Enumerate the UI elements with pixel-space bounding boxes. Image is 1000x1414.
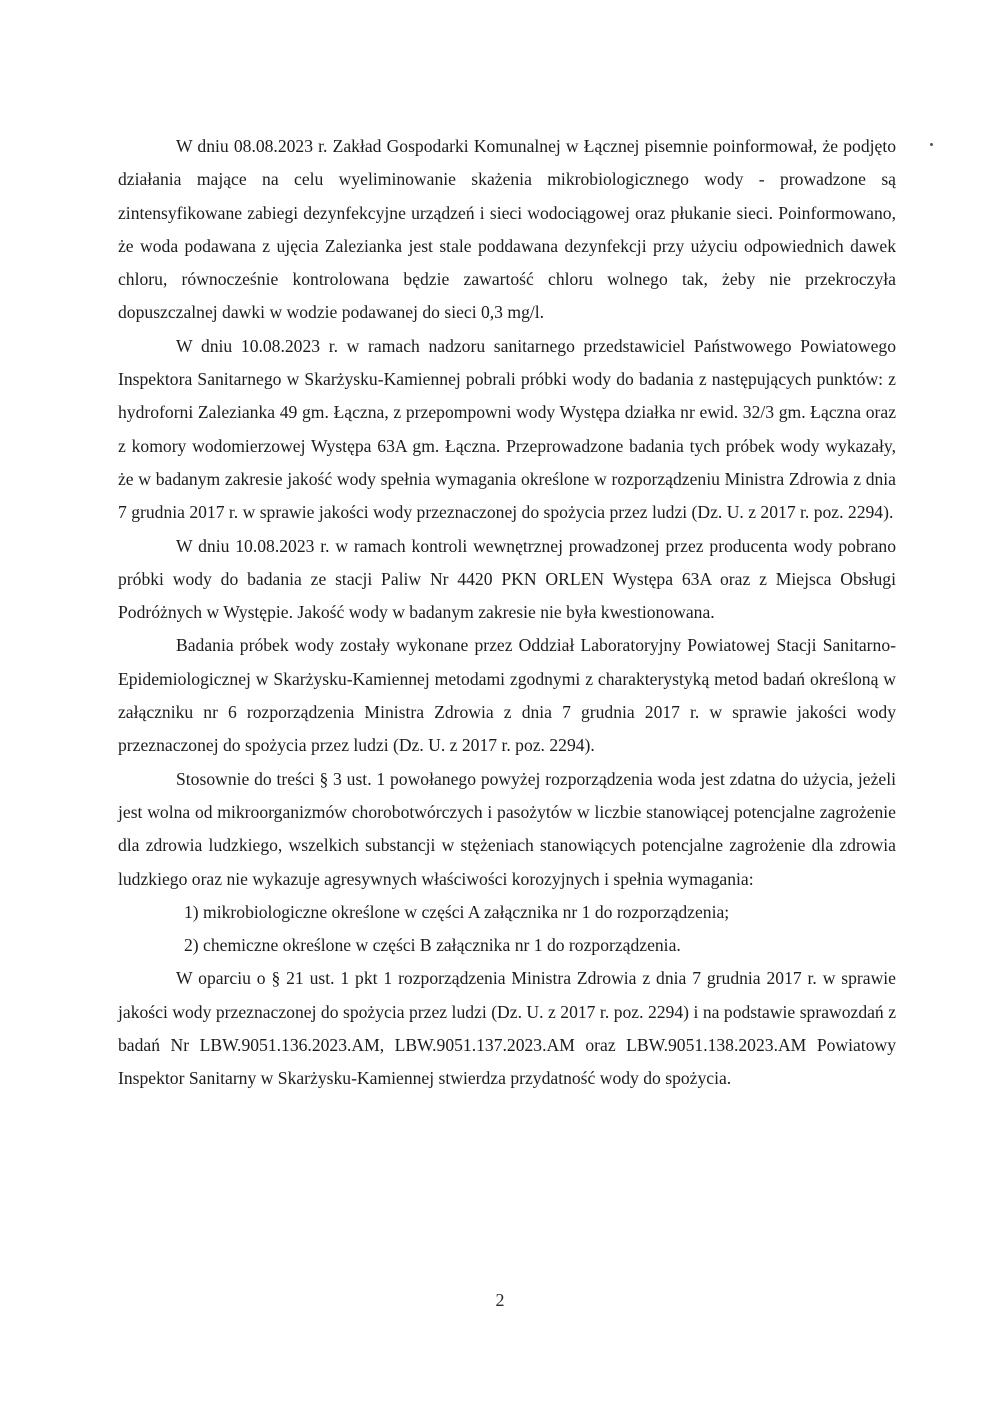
list-item: 1) mikrobiologiczne określone w części A załącznika nr 1 do rozporządzenia; xyxy=(184,901,730,922)
paragraph-sanitary-sampling: W dniu 10.08.2023 r. w ramach nadzoru sanitarnego przedstawiciel Państwowego Powiatowego Inspektora Sanitarnego w Skarżysku-Kamiennej pobrali próbki wody do badania z następujących punktów: z hydroforni Zalezianka 49 gm. Łączna, z przepompowni wody Występa działka nr ewid. 32/3 gm. Łączna oraz z komory wodomierzowej Występa 63A gm. Łączna. Przeprowadzone badania tych próbek wody wykazały, że w badanym zakresie jakość wody spełnia wymagania określone w rozporządzeniu Ministra Zdrowia z dnia 7 grudnia 2017 r. w sprawie jakości wody przeznaczonej do spożycia przez ludzi (Dz. U. z 2017 r. poz. 2294). xyxy=(118,335,896,523)
list-item: 2) chemiczne określone w części B załącznika nr 1 do rozporządzenia. xyxy=(184,935,681,956)
paragraph-conclusion: W oparciu o § 21 ust. 1 pkt 1 rozporządzenia Ministra Zdrowia z dnia 7 grudnia 2017 r. w sprawie jakości wody przeznaczonej do spożycia przez ludzi (Dz. U. z 2017 r. poz. 2294) i na podstawie sprawozdań z badań Nr LBW.9051.136.2023.AM, LBW.9051.137.2023.AM oraz LBW.9051.138.2023.AM Powiatowy Inspektor Sanitarny w Skarżysku-Kamiennej stwierdza przydatność wody do spożycia. xyxy=(118,968,896,1089)
document-body xyxy=(118,130,896,1096)
paragraph-internal-control: W dniu 10.08.2023 r. w ramach kontroli wewnętrznej prowadzonej przez producenta wody pobrano próbki wody do badania ze stacji Paliw Nr 4420 PKN ORLEN Występa 63A oraz z Miejsca Obsługi Podróżnych w Występie. Jakość wody w badanym zakresie nie była kwestionowana. xyxy=(118,535,896,623)
paragraph-requirements: Stosownie do treści § 3 ust. 1 powołanego powyżej rozporządzenia woda jest zdatna do użycia, jeżeli jest wolna od mikroorganizmów chorobotwórczych i pasożytów w liczbie stanowiącej potencjalne zagrożenie dla zdrowia ludzkiego, wszelkich substancji w stężeniach stanowiących potencjalne zagrożenie dla zdrowia ludzkiego oraz nie wykazuje agresywnych właściwości korozyjnych i spełnia wymagania: xyxy=(118,768,896,889)
page-number: 2 xyxy=(495,1290,505,1310)
scan-speck xyxy=(930,143,933,146)
paragraph-laboratory-tests: Badania próbek wody zostały wykonane przez Oddział Laboratoryjny Powiatowej Stacji Sanitarno-Epidemiologicznej w Skarżysku-Kamiennej metodami zgodnymi z charakterystyką metod badań określoną w załączniku nr 6 rozporządzenia Ministra Zdrowia z dnia 7 grudnia 2017 r. w sprawie jakości wody przeznaczonej do spożycia przez ludzi (Dz. U. z 2017 r. poz. 2294). xyxy=(118,635,896,756)
paragraph-chlorination-notice: W dniu 08.08.2023 r. Zakład Gospodarki Komunalnej w Łącznej pisemnie poinformował, że podjęto działania mające na celu wyeliminowanie skażenia mikrobiologicznego wody - prowadzone są zintensyfikowane zabiegi dezynfekcyjne urządzeń i sieci wodociągowej oraz płukanie sieci. Poinformowano, że woda podawana z ujęcia Zalezianka jest stale poddawana dezynfekcji przy użyciu odpowiednich dawek chloru, równocześnie kontrolowana będzie zawartość chloru wolnego tak, żeby nie przekroczyła dopuszczalnej dawki w wodzie podawanej do sieci 0,3 mg/l. xyxy=(118,136,896,323)
requirements-list xyxy=(118,896,896,963)
